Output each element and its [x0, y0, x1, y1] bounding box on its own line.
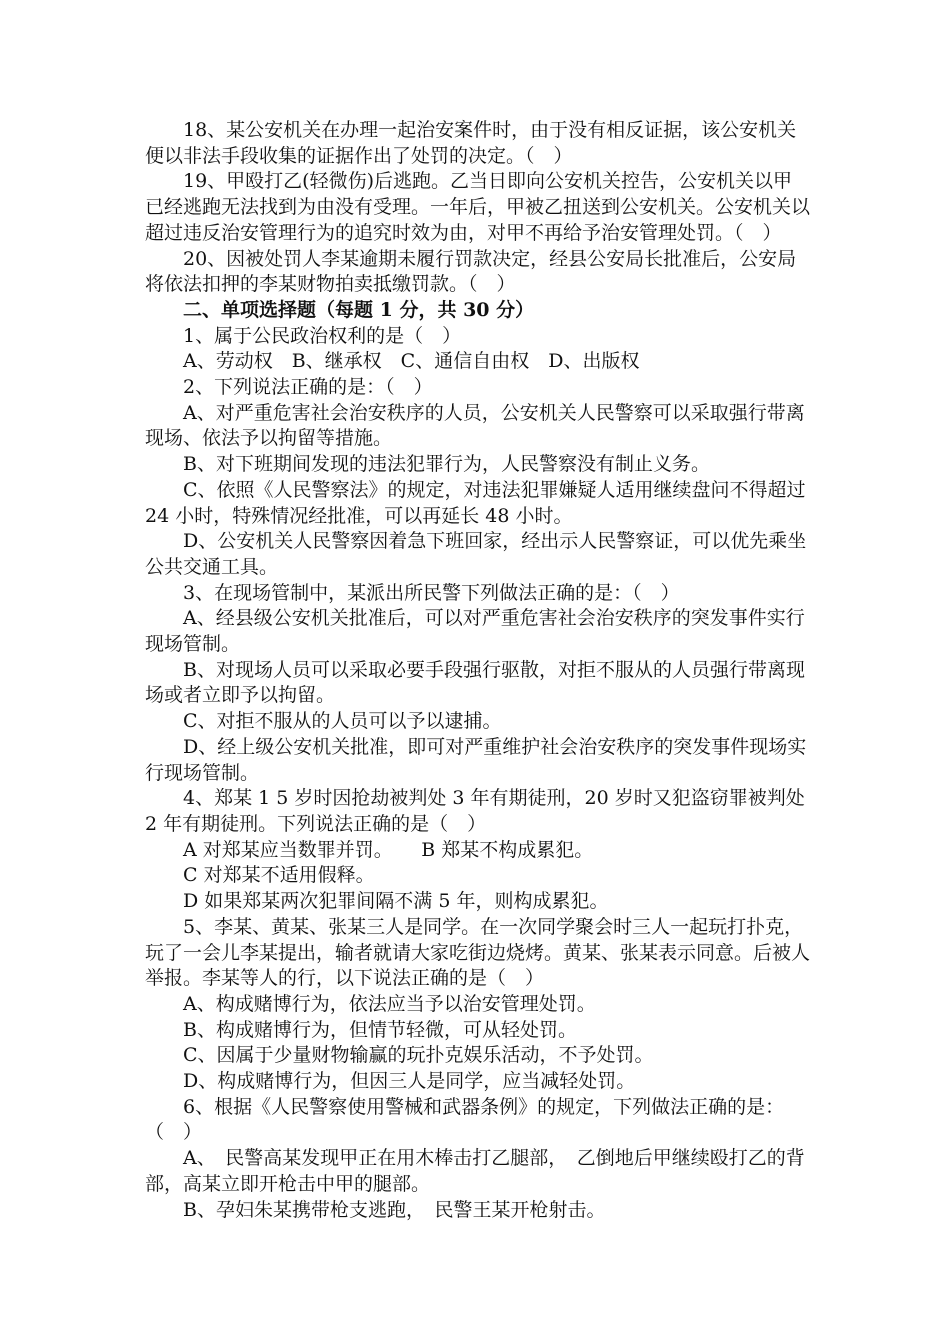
paragraph: 3、在现场管制中，某派出所民警下列做法正确的是：（ ）: [183, 581, 680, 604]
paragraph: D 如果郑某两次犯罪间隔不满 5 年，则构成累犯。: [183, 890, 609, 913]
section-heading: 二、单项选择题（每题 1 分，共 30 分）: [183, 298, 535, 321]
paragraph: A、对严重危害社会治安秩序的人员，公安机关人民警察可以采取强行带离现场、依法予以拘留等措施。: [145, 401, 805, 450]
paragraph: B、构成赌博行为，但情节轻微，可从轻处罚。: [183, 1018, 577, 1041]
paragraph: C、因属于少量财物输赢的玩扑克娱乐活动，不予处罚。: [183, 1044, 654, 1067]
paragraph: C、对拒不服从的人员可以予以逮捕。: [183, 710, 502, 733]
paragraph: A、 民警高某发现甲正在用木棒击打乙腿部， 乙倒地后甲继续殴打乙的背部，高某立即开枪击中甲的腿部。: [145, 1147, 805, 1195]
paragraph: A、构成赌博行为，依法应当予以治安管理处罚。: [183, 992, 596, 1015]
paragraph: D、经上级公安机关批准，即可对严重维护社会治安秩序的突发事件现场实行现场管制。: [145, 735, 807, 784]
paragraph: 5、李某、黄某、张某三人是同学。在一次同学聚会时三人一起玩打扑克，玩了一会儿李某提出，输者就请大家吃街边烧烤。黄某、张某表示同意。后被人举报。李某等人的行，以下说法正确的是（ ）: [145, 915, 811, 990]
paragraph: D、构成赌博行为，但因三人是同学，应当减轻处罚。: [183, 1070, 636, 1093]
paragraph: B、对现场人员可以采取必要手段强行驱散，对拒不服从的人员强行带离现场或者立即予以拘留。: [145, 658, 805, 707]
document-body: [145, 118, 810, 1223]
paragraph: D、公安机关人民警察因着急下班回家，经出示人民警察证，可以优先乘坐公共交通工具。: [145, 530, 807, 578]
paragraph: A、经县级公安机关批准后，可以对严重危害社会治安秩序的突发事件实行现场管制。: [145, 607, 805, 656]
paragraph: 2、下列说法正确的是：（ ）: [183, 376, 433, 399]
paragraph: B、孕妇朱某携带枪支逃跑， 民警王某开枪射击。: [183, 1198, 606, 1221]
paragraph: A、劳动权 B、继承权 C、通信自由权 D、出版权: [183, 350, 640, 373]
paragraph: C、依照《人民警察法》的规定，对违法犯罪嫌疑人适用继续盘问不得超过 24 小时，特殊情况经批准，可以再延长 48 小时。: [145, 478, 806, 527]
paragraph: 6、根据《人民警察使用警械和武器条例》的规定，下列做法正确的是：（ ）: [145, 1095, 785, 1144]
paragraph: 19、甲殴打乙(轻微伤)后逃跑。乙当日即向公安机关控告，公安机关以甲已经逃跑无法找到为由没有受理。一年后，甲被乙扭送到公安机关。公安机关以超过违反治安管理行为的追究时效为由，对甲不再给予治安管理处罚。（ ）: [145, 170, 811, 244]
paragraph: C 对郑某不适用假释。: [183, 864, 375, 887]
paragraph: A 对郑某应当数罪并罚。 B 郑某不构成累犯。: [183, 838, 594, 861]
paragraph: 1、属于公民政治权利的是（ ）: [183, 324, 462, 347]
paragraph: 4、郑某 1 5 岁时因抢劫被判处 3 年有期徒刑，20 岁时又犯盗窃罪被判处 2 年有期徒刑。下列说法正确的是（ ）: [145, 787, 805, 835]
paragraph: 20、因被处罚人李某逾期未履行罚款决定，经县公安局长批准后，公安局将依法扣押的李某财物拍卖抵缴罚款。（ ）: [145, 247, 797, 296]
paragraph: 18、某公安机关在办理一起治安案件时，由于没有相反证据，该公安机关便以非法手段收集的证据作出了处罚的决定。（ ）: [145, 119, 797, 167]
paragraph: B、对下班期间发现的违法犯罪行为，人民警察没有制止义务。: [183, 453, 710, 476]
